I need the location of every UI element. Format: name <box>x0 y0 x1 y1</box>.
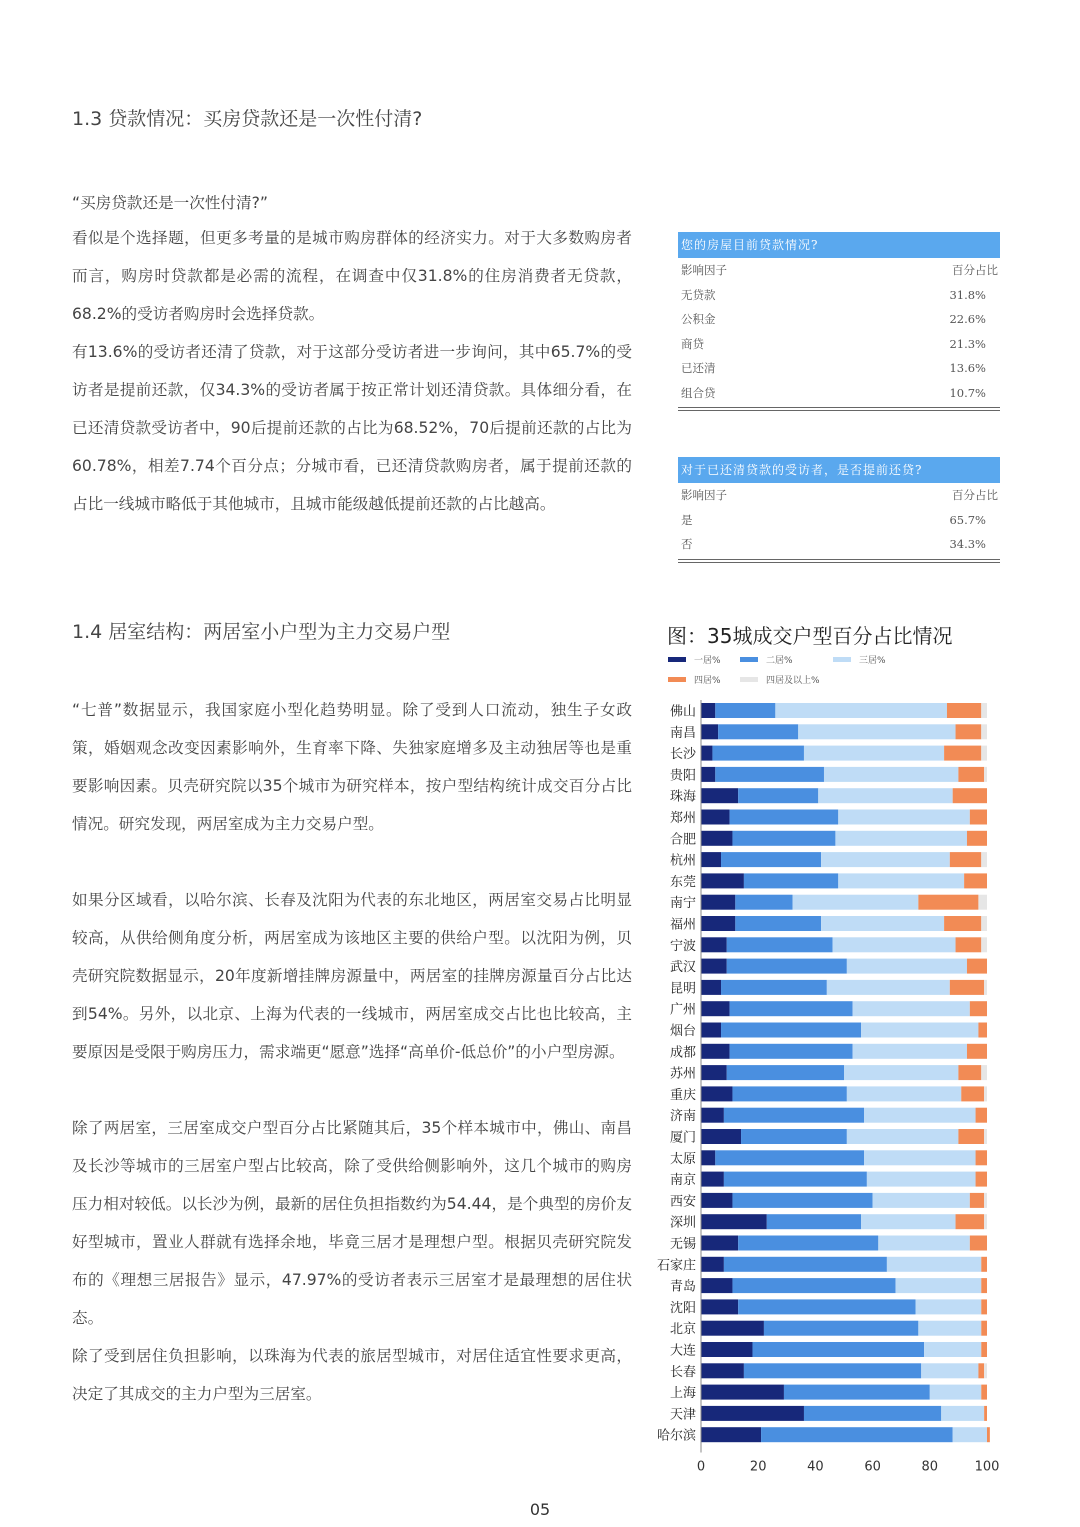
bar-segment <box>701 1193 732 1208</box>
bar-segment <box>958 767 984 782</box>
bar-segment <box>730 1044 853 1059</box>
table-header <box>678 258 1000 283</box>
bar-segment <box>918 895 978 910</box>
category-label: 重庆 <box>669 1087 696 1103</box>
bar-segment <box>741 1129 847 1144</box>
bar-segment <box>827 980 950 995</box>
x-tick-label: 20 <box>749 1459 767 1475</box>
column-header-factor: 影响因子 <box>681 263 727 277</box>
category-label: 青岛 <box>669 1279 696 1295</box>
bar-segment <box>984 980 987 995</box>
bar-segment <box>744 873 838 888</box>
legend-swatch <box>740 677 758 682</box>
legend-label: 二居% <box>766 656 793 666</box>
bar-segment <box>732 1278 895 1293</box>
category-label: 北京 <box>669 1322 696 1338</box>
bar-segment <box>847 1086 961 1101</box>
bar-segment <box>958 1129 984 1144</box>
bar-segment <box>987 1427 990 1442</box>
bar-segment <box>764 1321 918 1336</box>
bar-segment <box>984 1406 987 1421</box>
bar-segment <box>976 1108 987 1123</box>
column-header-factor: 影响因子 <box>681 488 727 502</box>
bar-segment <box>804 746 944 761</box>
bar-segment <box>701 810 730 825</box>
bar-segment <box>727 959 847 974</box>
bar-segment <box>878 1236 970 1251</box>
category-label: 贵阳 <box>669 768 696 784</box>
category-label: 南昌 <box>669 725 696 741</box>
bar-segment <box>793 895 919 910</box>
bar-segment <box>824 767 958 782</box>
bar-segment <box>727 937 833 952</box>
bar-segment <box>701 980 721 995</box>
category-label: 深圳 <box>669 1215 696 1231</box>
row-value: 10.7% <box>949 385 986 400</box>
bar-segment <box>838 810 970 825</box>
bar-segment <box>701 1278 732 1293</box>
bar-segment <box>944 746 981 761</box>
row-value: 65.7% <box>949 512 986 527</box>
bar-segment <box>873 1193 970 1208</box>
legend-swatch <box>740 657 758 662</box>
bar-segment <box>701 1044 730 1059</box>
category-label: 济南 <box>669 1109 696 1125</box>
category-label: 成都 <box>669 1045 696 1061</box>
bar-segment <box>921 1363 978 1378</box>
bar-segment <box>701 1108 724 1123</box>
category-label: 厦门 <box>669 1130 696 1146</box>
bar-segment <box>861 1023 978 1038</box>
bar-segment <box>701 1427 761 1442</box>
bar-segment <box>887 1257 981 1272</box>
bar-segment <box>732 1086 846 1101</box>
bar-segment <box>701 703 715 718</box>
bar-segment <box>956 1214 985 1229</box>
bar-segment <box>701 1363 744 1378</box>
bar-segment <box>732 831 835 846</box>
category-label: 石家庄 <box>656 1258 696 1274</box>
bar-segment <box>918 1321 981 1336</box>
paragraph-rooms-3: 除了两居室，三居室成交户型百分占比紧随其后，35个样本城市中，佛山、南昌及长沙等城市的三居室户型占比较高，除了受供给侧影响外，这几个城市的购房压力相对较低。以长沙为例，最新的居住负担指数约为54.44，是个典型的房价友好型城市，置业人群就有选择余地，毕竟三居才是理想户型。根据贝壳研究院发布的《理想三居报告》显示，47.97%的受访者表示三居室才是最理想的居住状态。 <box>72 1119 632 1327</box>
category-label: 东莞 <box>669 874 696 890</box>
bar-segment <box>701 746 712 761</box>
category-label: 宁波 <box>669 938 696 954</box>
category-label: 天津 <box>669 1407 696 1423</box>
bar-segment <box>844 1065 958 1080</box>
bar-segment <box>761 1427 953 1442</box>
bar-segment <box>701 1150 715 1165</box>
category-label: 无锡 <box>669 1237 696 1252</box>
bar-segment <box>701 767 715 782</box>
bar-segment <box>967 959 987 974</box>
bar-segment <box>947 703 981 718</box>
legend-swatch <box>833 657 851 662</box>
bar-segment <box>775 703 947 718</box>
bar-segment <box>978 1363 984 1378</box>
column-header-percent: 百分占比 <box>952 263 998 277</box>
category-label: 昆明 <box>669 981 696 997</box>
bar-segment <box>724 1172 867 1187</box>
bar-segment <box>767 1214 861 1229</box>
bar-segment <box>864 1108 976 1123</box>
bar-segment <box>970 1236 987 1251</box>
bar-segment <box>853 1001 970 1016</box>
category-label: 福州 <box>669 917 696 933</box>
bar-segment <box>861 1214 955 1229</box>
section-title-room-structure: 1.4 居室结构：两居室小户型为主力交易户型 <box>72 621 451 643</box>
category-label: 南京 <box>669 1173 696 1189</box>
table-row <box>678 532 1000 557</box>
legend-swatch <box>668 677 686 682</box>
bar-segment <box>784 1385 930 1400</box>
bar-segment <box>916 1299 982 1314</box>
bar-segment <box>981 1257 987 1272</box>
stacked-bar-chart <box>640 648 1020 1480</box>
bar-segment <box>984 1214 987 1229</box>
category-label: 合肥 <box>669 832 696 848</box>
category-label: 武汉 <box>669 960 696 976</box>
paragraph-rooms-1: “七普”数据显示，我国家庭小型化趋势明显。除了受到人口流动，独生子女政策，婚姻观念改变因素影响外，生育率下降、失独家庭增多及主动独居等也是重要影响因素。贝壳研究院以35个城市为研究样本，按户型结构统计成交百分占比情况。研究发现，两居室成为主力交易户型。 <box>72 701 632 833</box>
bar-segment <box>701 1299 738 1314</box>
bar-segment <box>701 1065 727 1080</box>
legend-label: 一居% <box>694 656 721 666</box>
row-value: 34.3% <box>949 537 986 551</box>
bar-segment <box>724 1257 887 1272</box>
row-value: 21.3% <box>949 336 986 351</box>
row-value: 31.8% <box>949 287 986 302</box>
bar-segment <box>712 746 804 761</box>
category-label: 杭州 <box>669 853 696 869</box>
bar-segment <box>981 1385 987 1400</box>
bar-segment <box>847 959 967 974</box>
bar-segment <box>895 1278 981 1293</box>
bar-segment <box>958 1065 981 1080</box>
bar-segment <box>867 1172 976 1187</box>
bar-segment <box>981 1342 987 1357</box>
bar-segment <box>981 852 987 867</box>
bar-segment <box>930 1385 981 1400</box>
column-header-percent: 百分占比 <box>952 488 998 502</box>
bar-segment <box>721 980 827 995</box>
bar-segment <box>798 724 955 739</box>
paragraph-loan-2: 有13.6%的受访者还清了贷款，对于这部分受访者进一步询问，其中65.7%的受访者是提前还款，仅34.3%的受访者属于按正常计划还清贷款。具体细分看，在已还清贷款受访者中，90后提前还款的占比为68.52%，70后提前还款的占比为60.78%，相差7.74个百分点；分城市看，已还清贷款购房者，属于提前还款的占比一线城市略低于其他城市，且城市能级越低提前还款的占比越高。 <box>72 343 632 513</box>
bar-segment <box>924 1342 981 1357</box>
bar-segment <box>967 1044 987 1059</box>
category-label: 长春 <box>669 1364 696 1380</box>
bar-segment <box>984 767 987 782</box>
paragraph-rooms-4: 除了受到居住负担影响，以珠海为代表的旅居型城市，对居住适宜性要求更高，决定了其成交的主力户型为三居室。 <box>72 1347 632 1403</box>
bar-segment <box>847 1129 959 1144</box>
bar-segment <box>981 724 987 739</box>
bar-segment <box>835 831 967 846</box>
bar-segment <box>970 1193 984 1208</box>
bar-segment <box>981 1321 987 1336</box>
bar-segment <box>956 937 982 952</box>
bar-segment <box>701 1129 741 1144</box>
bar-segment <box>818 788 952 803</box>
bar-segment <box>981 746 987 761</box>
bar-segment <box>981 1299 987 1314</box>
table-title: 您的房屋目前贷款情况? <box>678 232 1000 258</box>
bar-segment <box>752 1342 924 1357</box>
category-label: 哈尔滨 <box>656 1428 696 1444</box>
row-label: 无贷款 <box>681 287 716 302</box>
bar-segment <box>715 767 824 782</box>
page-number: 05 <box>529 1500 551 1519</box>
bar-segment <box>735 895 792 910</box>
bar-segment <box>701 1086 732 1101</box>
category-label: 西安 <box>669 1194 696 1210</box>
paragraph-rooms-2: 如果分区域看，以哈尔滨、长春及沈阳为代表的东北地区，两居室交易占比明显较高，从供给侧角度分析，两居室成为该地区主要的供给户型。以沈阳为例，贝壳研究院数据显示，20年度新增挂牌房源量中，两居室的挂牌房源量百分占比达到54%。另外，以北京、上海为代表的一线城市，两居室成交占比也比较高，主要原因是受限于购房压力，需求端更“愿意”选择“高单价-低总价”的小户型房源。 <box>72 891 632 1061</box>
bar-segment <box>701 916 735 931</box>
category-label: 佛山 <box>669 704 696 720</box>
bar-segment <box>701 1257 724 1272</box>
bar-segment <box>724 1108 864 1123</box>
x-tick-label: 40 <box>807 1459 824 1475</box>
bar-segment <box>715 1150 864 1165</box>
category-label: 烟台 <box>669 1024 696 1039</box>
legend-label: 四居% <box>694 676 721 686</box>
legend-label: 三居% <box>859 656 886 666</box>
bar-segment <box>701 852 721 867</box>
bar-segment <box>978 895 987 910</box>
category-label: 苏州 <box>669 1066 696 1082</box>
bar-segment <box>976 1150 987 1165</box>
row-label: 已还清 <box>681 361 716 375</box>
category-label: 长沙 <box>669 747 696 763</box>
x-tick-label: 100 <box>974 1459 1000 1475</box>
bar-segment <box>701 831 732 846</box>
bar-segment <box>956 724 982 739</box>
category-label: 南宁 <box>669 896 696 912</box>
row-label: 公积金 <box>681 312 716 326</box>
table-title: 对于已还清贷款的受访者，是否提前还贷? <box>678 457 1000 483</box>
table-row <box>678 307 1000 332</box>
table-bottom-rule <box>678 407 1000 411</box>
bar-segment <box>701 1023 721 1038</box>
bar-segment <box>701 1321 764 1336</box>
bar-segment <box>701 1236 738 1251</box>
bar-segment <box>970 1001 987 1016</box>
section-title-loan: 1.3 贷款情况：买房贷款还是一次性付清? <box>72 108 423 130</box>
bar-segment <box>984 1086 987 1101</box>
bar-segment <box>730 810 839 825</box>
bar-segment <box>978 1023 987 1038</box>
bar-segment <box>950 980 984 995</box>
bar-segment <box>950 852 981 867</box>
x-tick-label: 0 <box>696 1459 706 1475</box>
bar-segment <box>701 1385 784 1400</box>
bar-segment <box>735 916 821 931</box>
bar-segment <box>953 788 987 803</box>
legend-swatch <box>668 657 686 662</box>
table-row <box>678 381 1000 406</box>
paragraph-loan-1: 看似是个选择题，但更多考量的是城市购房群体的经济实力。对于大多数购房者而言，购房时贷款都是必需的流程，在调查中仅31.8%的住房消费者无贷款，68.2%的受访者购房时会选择贷款。 <box>72 229 632 323</box>
x-tick-label: 60 <box>864 1459 881 1475</box>
chart-title: 图：35城成交户型百分占比情况 <box>667 624 953 648</box>
bar-segment <box>944 916 981 931</box>
table-header <box>678 483 1000 508</box>
bar-segment <box>718 724 798 739</box>
bar-segment <box>804 1406 941 1421</box>
bar-segment <box>981 703 987 718</box>
bar-segment <box>738 1236 878 1251</box>
early-repayment-table <box>678 457 1000 563</box>
quote-text: “买房贷款还是一次性付清?” <box>72 194 268 212</box>
bar-segment <box>701 959 727 974</box>
bar-segment <box>701 873 744 888</box>
bar-segment <box>715 703 775 718</box>
bar-segment <box>701 1214 767 1229</box>
bar-segment <box>961 1086 984 1101</box>
bar-segment <box>727 1065 844 1080</box>
bar-segment <box>967 831 987 846</box>
bar-segment <box>701 724 718 739</box>
bar-segment <box>953 1427 987 1442</box>
bar-segment <box>981 1065 987 1080</box>
row-label: 是 <box>681 512 693 527</box>
bar-segment <box>821 852 950 867</box>
category-label: 大连 <box>669 1343 696 1359</box>
bar-segment <box>941 1406 984 1421</box>
bar-segment <box>821 916 944 931</box>
bar-segment <box>964 873 987 888</box>
bar-segment <box>984 1363 987 1378</box>
bar-segment <box>732 1193 872 1208</box>
legend-label: 四居及以上% <box>766 676 820 686</box>
bar-segment <box>984 1129 987 1144</box>
loan-status-table <box>678 232 1000 411</box>
bar-segment <box>976 1172 987 1187</box>
table-row <box>678 508 1000 533</box>
bar-segment <box>701 1342 752 1357</box>
category-label: 珠海 <box>669 789 696 805</box>
bar-segment <box>701 1406 804 1421</box>
bar-segment <box>833 937 956 952</box>
bar-segment <box>701 937 727 952</box>
row-value: 13.6% <box>949 361 986 375</box>
row-label: 否 <box>681 537 693 551</box>
table-bottom-rule <box>678 559 1000 563</box>
bar-segment <box>721 852 821 867</box>
category-label: 郑州 <box>669 811 696 826</box>
bar-segment <box>981 937 987 952</box>
bar-segment <box>970 810 987 825</box>
bar-segment <box>730 1001 853 1016</box>
table-row <box>678 283 1000 308</box>
bar-segment <box>981 1278 987 1293</box>
bar-segment <box>701 895 735 910</box>
row-label: 商贷 <box>681 336 704 351</box>
bar-segment <box>864 1150 976 1165</box>
bar-segment <box>721 1023 861 1038</box>
table-row <box>678 332 1000 357</box>
bar-segment <box>738 788 818 803</box>
category-label: 广州 <box>669 1002 696 1018</box>
category-label: 上海 <box>669 1386 696 1402</box>
bar-segment <box>701 1172 724 1187</box>
bar-segment <box>984 1193 987 1208</box>
category-label: 沈阳 <box>669 1300 696 1316</box>
bar-segment <box>701 788 738 803</box>
bar-segment <box>981 916 987 931</box>
x-tick-label: 80 <box>921 1459 939 1475</box>
bar-segment <box>744 1363 921 1378</box>
bar-segment <box>701 1001 730 1016</box>
row-label: 组合贷 <box>681 385 716 400</box>
bar-segment <box>838 873 964 888</box>
category-label: 太原 <box>669 1151 696 1167</box>
row-value: 22.6% <box>949 312 986 326</box>
bar-segment <box>738 1299 915 1314</box>
table-row <box>678 356 1000 381</box>
bar-segment <box>853 1044 967 1059</box>
